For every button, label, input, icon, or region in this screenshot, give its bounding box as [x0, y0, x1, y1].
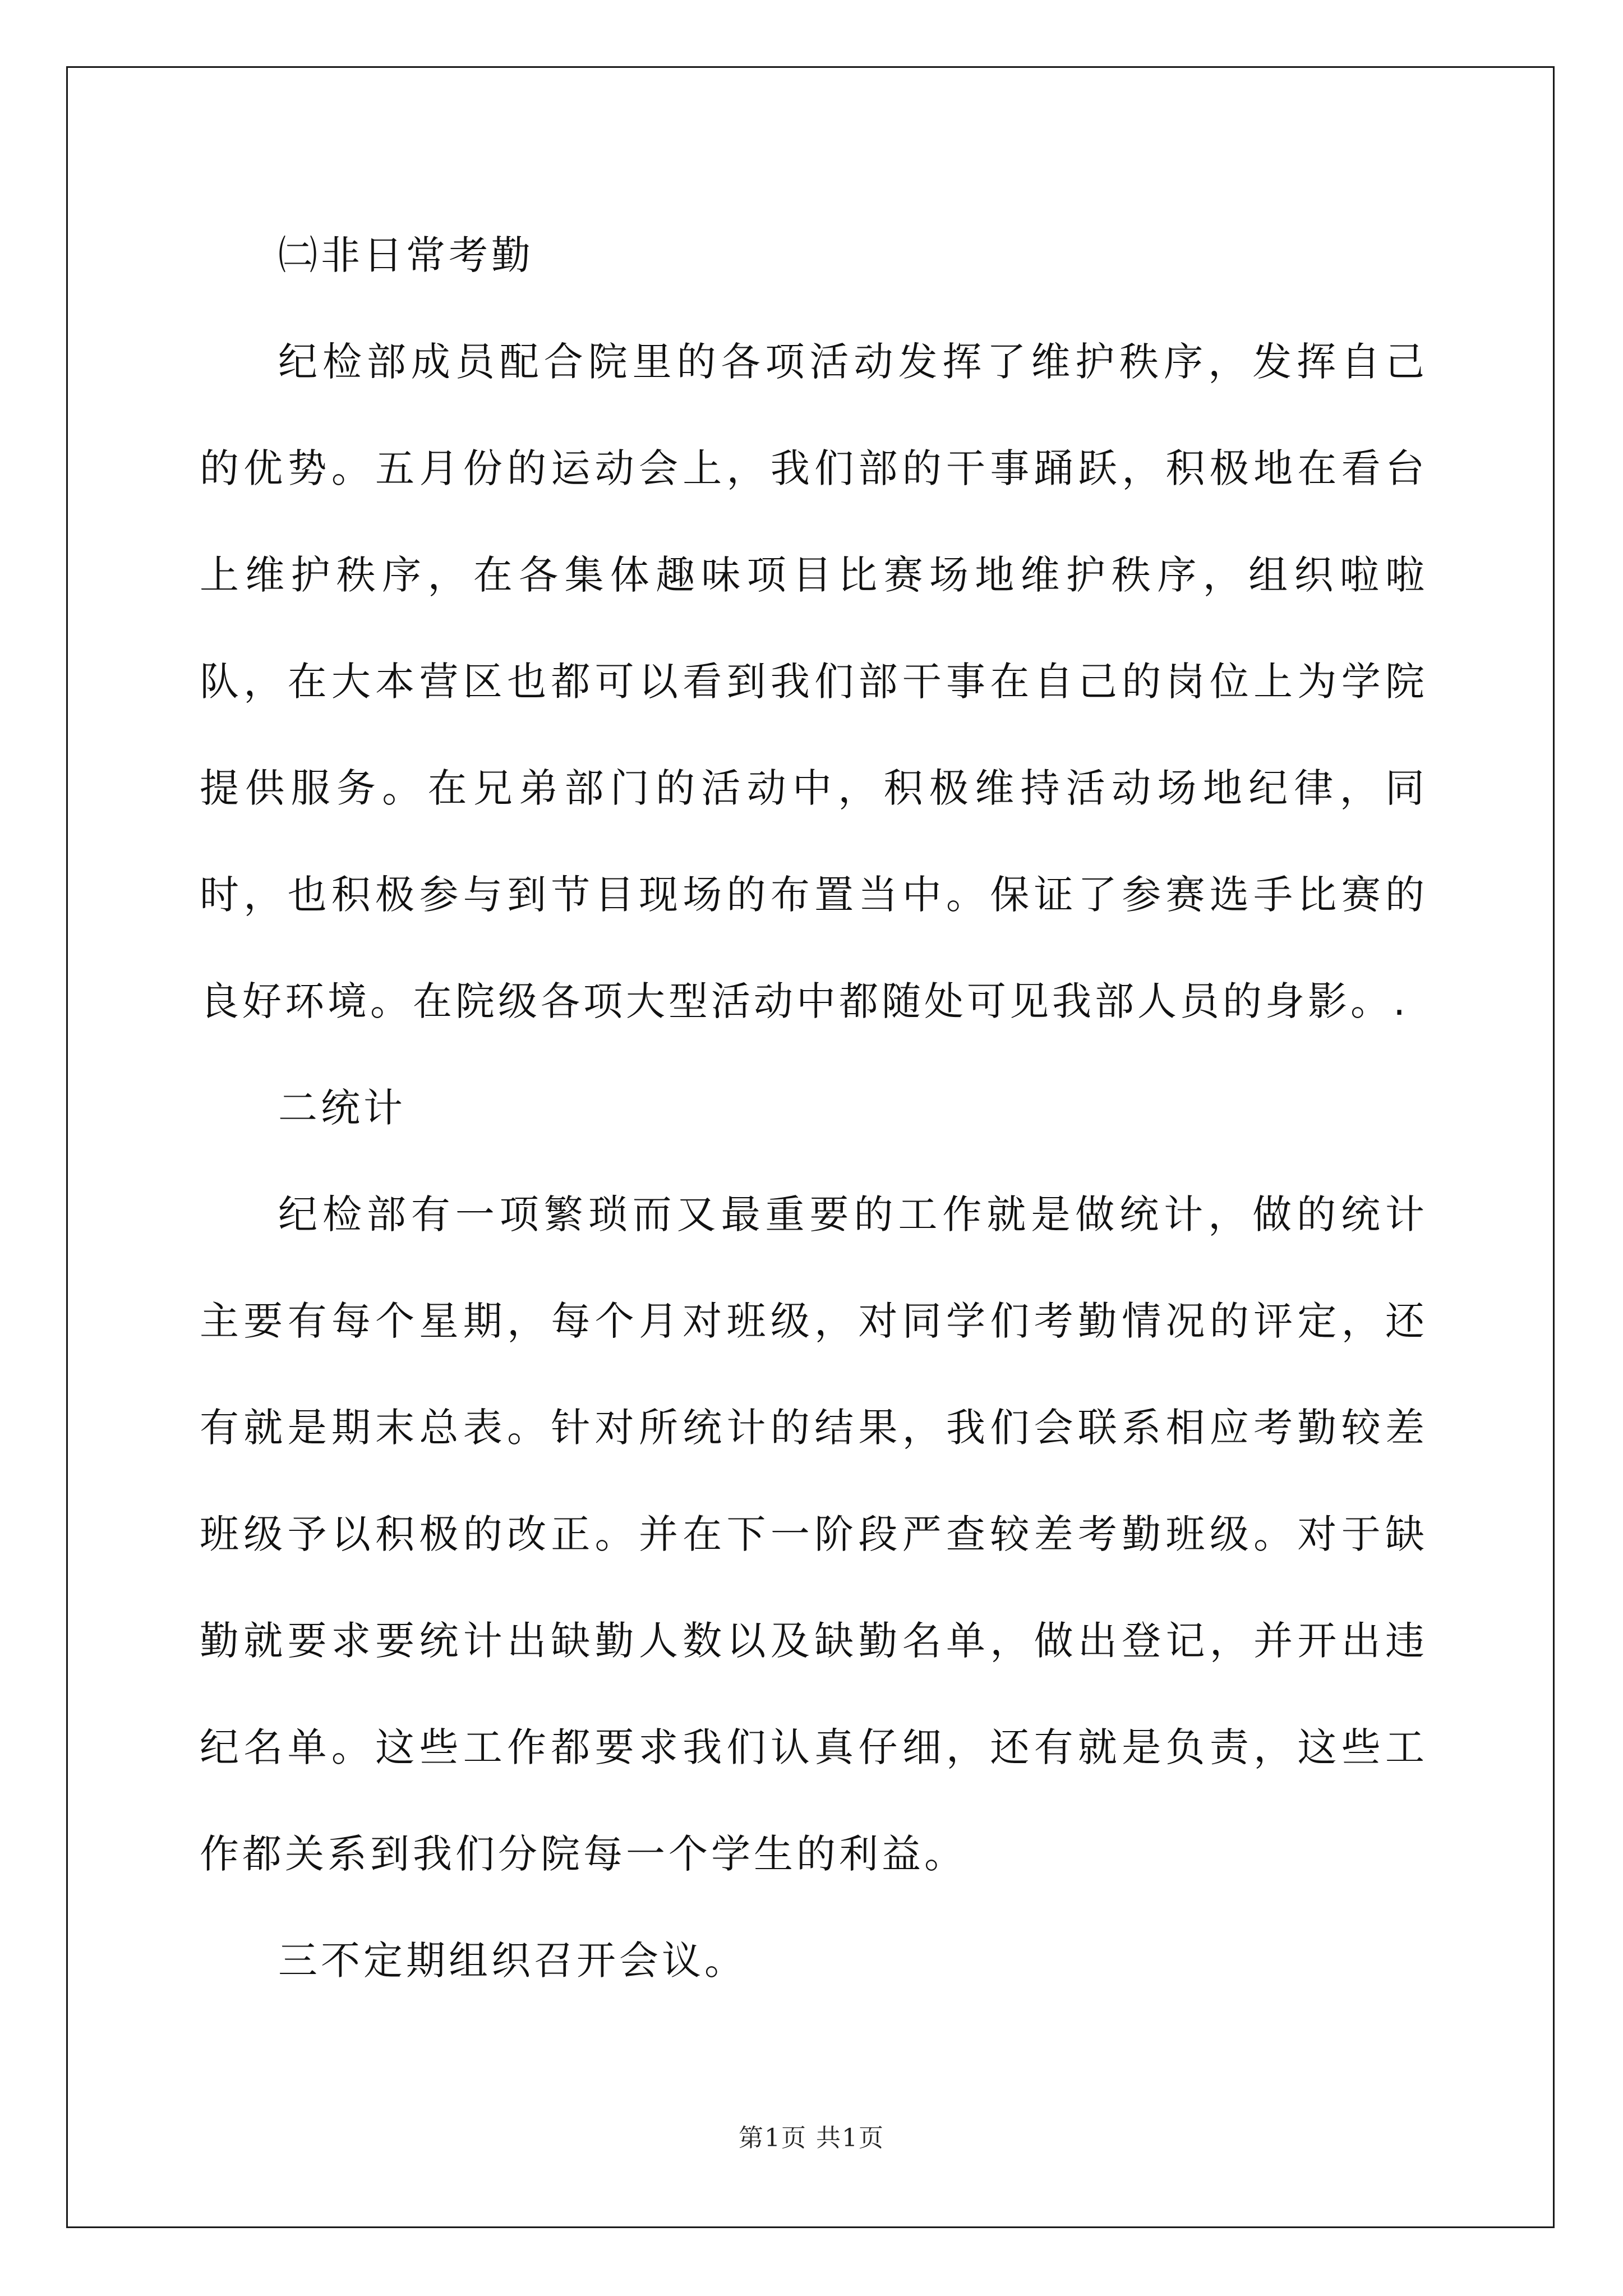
section-heading-statistics: 二统计 [278, 1085, 406, 1131]
document-body [200, 202, 1428, 2014]
paragraph-statistics: 纪检部有一项繁琐而又最重要的工作就是做统计，做的统计主要有每个星期，每个月对班级，对同学们考勤情况的评定，还有就是期末总表。针对所统计的结果，我们会联系相应考勤较差班级予以积极的改正。并在下一阶段严查较差考勤班级。对于缺勤就要求要统计出缺勤人数以及缺勤名单，做出登记，并开出违纪名单。这些工作都要求我们认真仔细，还有就是负责，这些工作都关系到我们分院每一个学生的利益。 [200, 1191, 1428, 1877]
paragraph-activities: 纪检部成员配合院里的各项活动发挥了维护秩序，发挥自己的优势。五月份的运动会上，我们部的干事踊跃，积极地在看台上维护秩序，在各集体趣味项目比赛场地维护秩序，组织啦啦队，在大本营区也都可以看到我们部干事在自己的岗位上为学院提供服务。在兄弟部门的活动中，积极维持活动场地纪律，同时，也积极参与到节目现场的布置当中。保证了参赛选手比赛的良好环境。在院级各项大型活动中都随处可见我部人员的身影。. [200, 339, 1428, 1024]
page-footer: 第1页 共1页 [739, 2124, 884, 2152]
section-heading-non-daily-attendance: ㈡非日常考勤 [278, 232, 534, 278]
section-heading-meetings: 三不定期组织召开会议。 [278, 1938, 747, 1984]
